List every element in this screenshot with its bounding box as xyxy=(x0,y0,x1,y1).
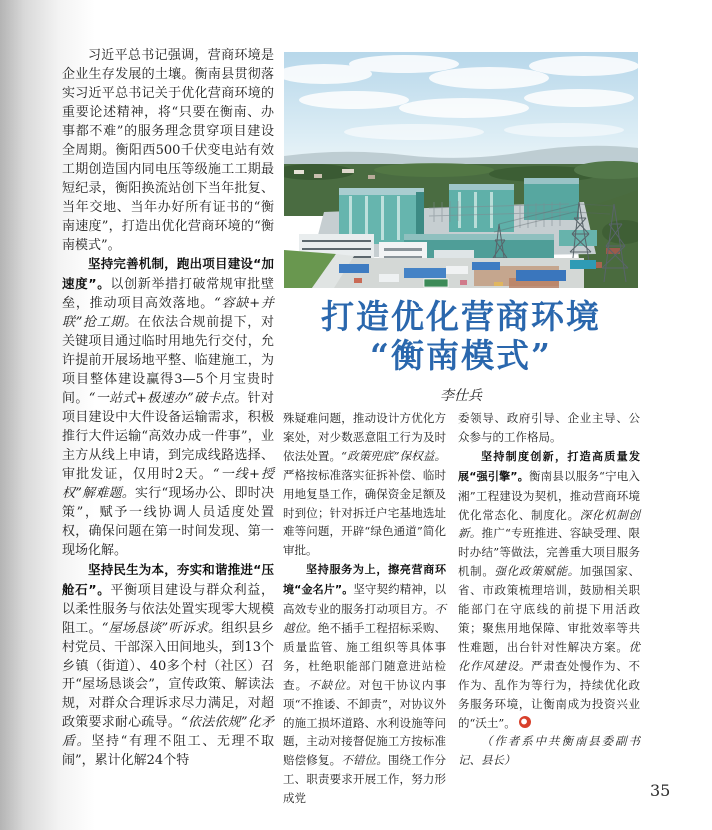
text-run: 衡南县以服务“宁电入湘”工程建设为契机，推动营商环境优化常态化、制度化。 xyxy=(458,468,640,522)
article-title-line2: “衡南模式” xyxy=(370,336,552,375)
text-run: 对包干协议内事项“不推诿、不卸责”，对协议外的施工损坏道路、水利设施等问题，主动对接督促施工方按标准赔偿修复。 xyxy=(283,677,446,768)
text-run: “依法依规”化矛盾。 xyxy=(62,715,274,750)
paragraph xyxy=(62,255,274,560)
text-run: 平衡项目建设与群众利益，以柔性服务与依法处置实现零大规模阻工。 xyxy=(62,582,274,636)
text-run: 深化机制创新。 xyxy=(458,507,641,541)
article-title-line1: 打造优化营商环境 xyxy=(321,297,601,336)
paragraph xyxy=(62,47,274,255)
text-run: （作者系中共衡南县委副书记、县长） xyxy=(458,734,640,768)
text-run: “容缺+并联”抢工期。 xyxy=(62,296,274,331)
paragraph xyxy=(283,560,446,808)
text-run: “一线+授权”解难题。 xyxy=(62,466,274,501)
text-run: 委领导、政府引导、企业主导、公众参与的工作格局。 xyxy=(458,411,640,444)
paragraph xyxy=(458,447,640,733)
text-run: 坚持完善机制，跑出项目建设“加速度”。 xyxy=(62,256,274,292)
paragraph xyxy=(283,409,446,560)
photo-sky xyxy=(284,52,638,172)
text-run: 不越位。 xyxy=(283,602,446,635)
text-run: 殊疑难问题，推动设计方优化方案处，对少数恶意阻工行为及时依法处置。 xyxy=(283,411,446,463)
text-run: 实行“现场办公、即时决策”，赋予一线协调人员适度处置权，确保问题在第一时间发现、第一现场化解。 xyxy=(62,485,274,558)
article-title xyxy=(282,297,640,375)
substation-aerial-photo xyxy=(284,52,638,288)
text-run: 习近平总书记强调，营商环境是企业生存发展的土壤。衡南县贯彻落实习近平总书记关于优化营商环境的重要论述精神，将“只要在衡南、办事都不难”的服务理念贯穿项目建设全周期。衡阳西500千伏变电站有效工期创造国内同电压等级施工工期最短纪录，衡阳换流站创下当年批复、当年交地、当年办好所有证书的“衡南速度”，打造出优化营商环境的“衡南模式”。 xyxy=(62,48,274,253)
text-column-right xyxy=(458,409,640,770)
text-run: 加强国家、省、市政策梳理培训，鼓励相关职能部门在守底线的前提下用活政策；聚焦用地保障、审批效率等共性难题，出台针对性解决方案。 xyxy=(458,564,641,654)
article-author: 李仕兵 xyxy=(440,388,482,404)
text-run: 坚持“有理不阻工、无理不取闹”，累计化解24个特 xyxy=(62,734,274,769)
page-number: 35 xyxy=(650,781,671,800)
text-run: 针对项目建设中大件设备运输需求，积极推行大件运输“高效办成一件事”，业主方从线上申请，到完成线路选择、审批发证，仅用时2天。 xyxy=(62,391,274,482)
text-run: 坚持服务为上，擦亮营商环境“金名片”。 xyxy=(283,563,446,597)
text-run: 坚持民生为本，夯实和谐推进“压舱石”。 xyxy=(62,561,274,597)
text-run: 组织县乡村党员、干部深入田间地头，到13个乡镇（街道）、40多个村（社区）召开“屋场恳谈会”，宣传政策、解读法规，对群众合理诉求尽力满足，对超政策要求耐心疏导。 xyxy=(62,620,274,731)
text-run: 围绕工作分工、职责要求开展工作，努力形成党 xyxy=(283,753,447,806)
text-run: 优化作风建设。 xyxy=(458,639,640,673)
paragraph xyxy=(458,732,640,770)
text-run: “一站式+极速办”破卡点。 xyxy=(88,391,248,407)
text-run: “政策兜底”保权益。 xyxy=(341,448,446,463)
text-run: 以创新举措打破常规审批壁垒，推动项目高效落地。 xyxy=(62,277,274,312)
text-run: 强化政策赋能。 xyxy=(494,564,580,579)
text-column-left xyxy=(62,47,274,771)
text-run: 推广“专班推进、容缺受理、限时办结”等做法，完善重大项目服务机制。 xyxy=(458,526,640,579)
text-run: 在依法合规前提下，对关键项目通过临时用地先行交付，允许提前开展场地平整、临建施工，为项目整体建设赢得3—5个月宝贵时间。 xyxy=(62,315,274,407)
text-run: “屋场恳谈”听诉求。 xyxy=(101,620,222,636)
text-run: 坚持制度创新，打造高质量发展“强引擎”。 xyxy=(458,449,640,483)
text-run: 坚守契约精神，以高效专业的服务打动项目方。 xyxy=(283,582,446,617)
text-column-middle xyxy=(283,409,446,808)
text-run: 严肃查处慢作为、不作为、乱作为等行为，持续优化政务服务环境，让衡南成为投资兴业的“沃土”。 xyxy=(458,658,641,730)
paragraph xyxy=(62,561,274,771)
text-run: 严格按标准落实征拆补偿、临时用地复垦工作，确保资金足额及时到位；针对拆迁户宅基地选址难等问题，开辟“绿色通道”简化审批。 xyxy=(283,467,446,558)
text-run: 不错位。 xyxy=(341,753,388,768)
text-run: 绝不插手工程招标采购、质量监管、施工组织等具体事务，杜绝职能部门随意进站检查。 xyxy=(283,620,447,692)
paragraph xyxy=(458,409,640,447)
text-run: 不缺位。 xyxy=(308,677,359,692)
end-of-article-icon xyxy=(519,716,531,728)
